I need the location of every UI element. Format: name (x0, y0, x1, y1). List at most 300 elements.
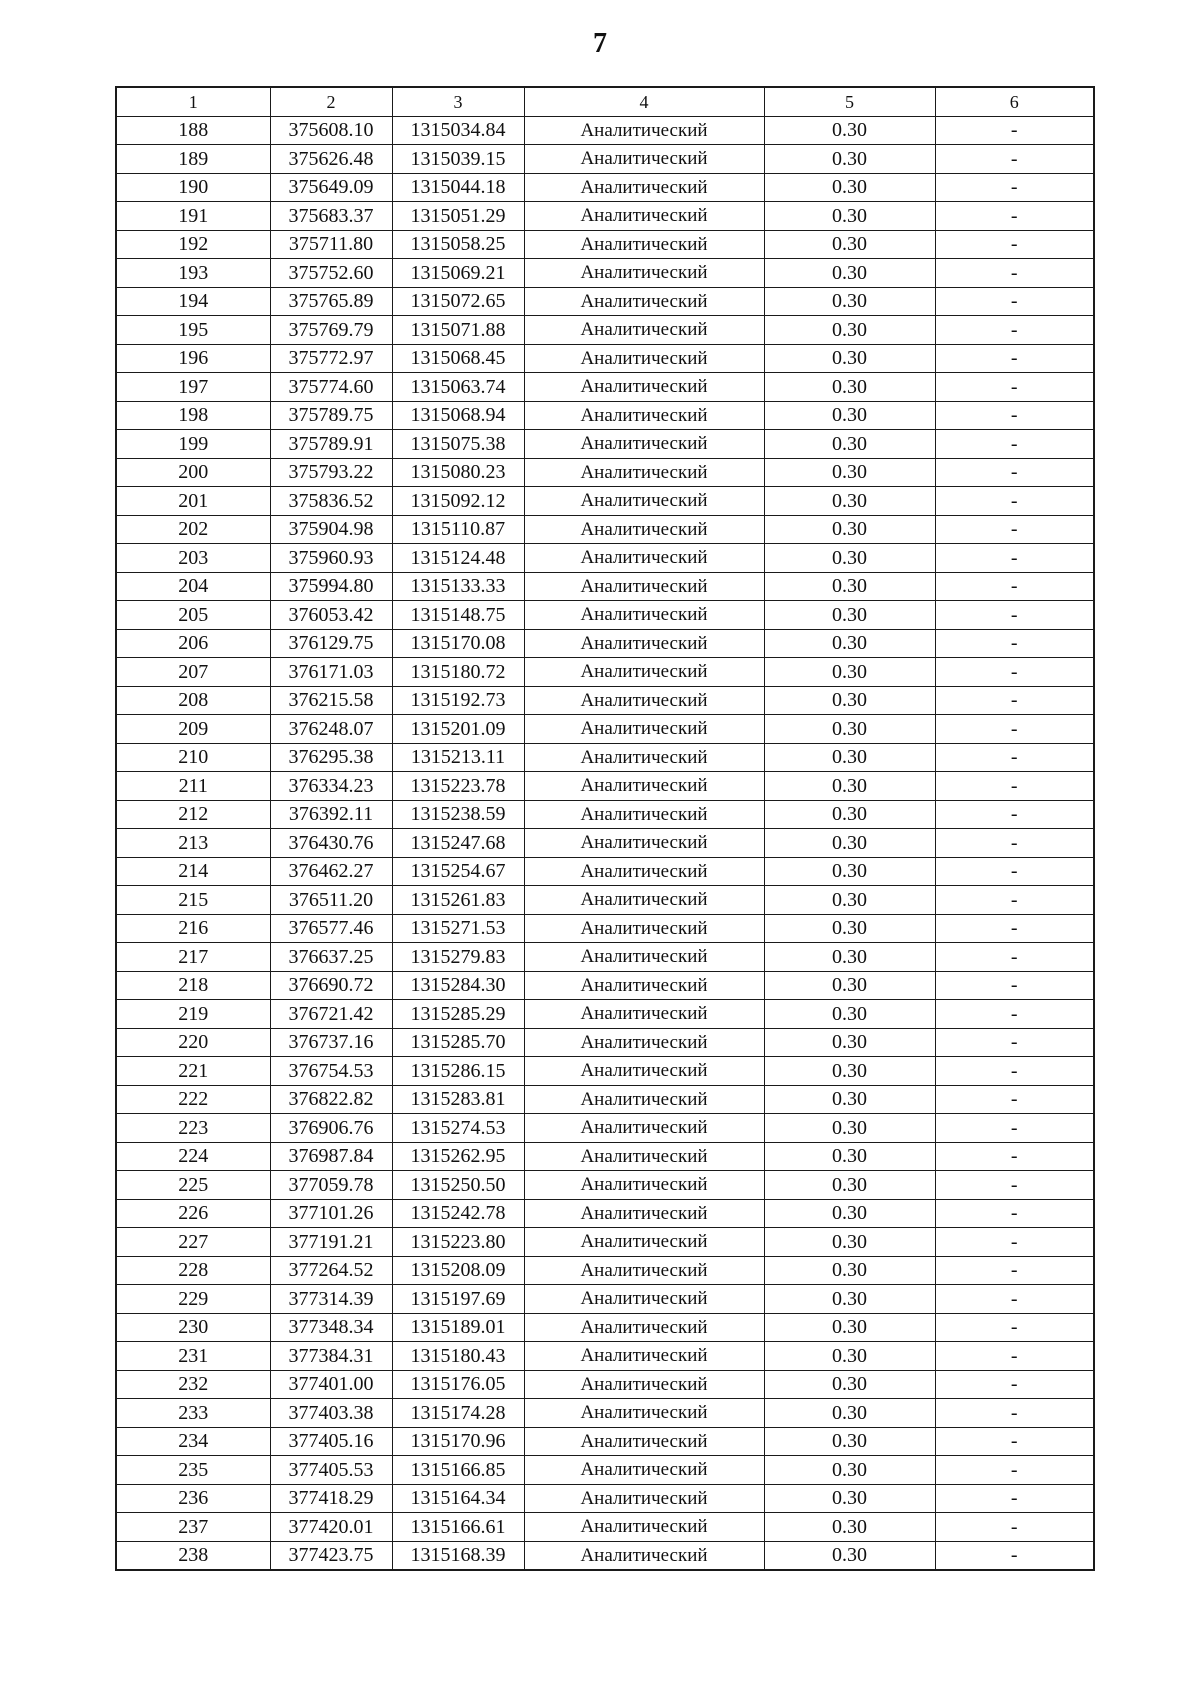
y-coordinate-cell: 1315063.74 (392, 373, 524, 402)
accuracy-cell: 0.30 (764, 401, 935, 430)
table-row (116, 1000, 1094, 1029)
point-number-cell: 199 (116, 430, 270, 459)
x-coordinate-cell: 375774.60 (270, 373, 392, 402)
table-row (116, 1342, 1094, 1371)
accuracy-cell: 0.30 (764, 344, 935, 373)
description-cell: - (935, 772, 1094, 801)
method-cell: Аналитический (524, 145, 764, 174)
table-row (116, 401, 1094, 430)
x-coordinate-cell: 375752.60 (270, 259, 392, 288)
y-coordinate-cell: 1315192.73 (392, 686, 524, 715)
x-coordinate-cell: 377405.53 (270, 1456, 392, 1485)
table-row (116, 1199, 1094, 1228)
method-cell: Аналитический (524, 316, 764, 345)
method-cell: Аналитический (524, 1484, 764, 1513)
x-coordinate-cell: 376721.42 (270, 1000, 392, 1029)
y-coordinate-cell: 1315068.94 (392, 401, 524, 430)
point-number-cell: 189 (116, 145, 270, 174)
table-row (116, 1399, 1094, 1428)
accuracy-cell: 0.30 (764, 1228, 935, 1257)
accuracy-cell: 0.30 (764, 487, 935, 516)
table-row (116, 686, 1094, 715)
method-cell: Аналитический (524, 1114, 764, 1143)
x-coordinate-cell: 375772.97 (270, 344, 392, 373)
y-coordinate-cell: 1315180.43 (392, 1342, 524, 1371)
y-coordinate-cell: 1315180.72 (392, 658, 524, 687)
y-coordinate-cell: 1315208.09 (392, 1256, 524, 1285)
description-cell: - (935, 373, 1094, 402)
x-coordinate-cell: 377191.21 (270, 1228, 392, 1257)
method-cell: Аналитический (524, 1228, 764, 1257)
accuracy-cell: 0.30 (764, 1057, 935, 1086)
x-coordinate-cell: 376215.58 (270, 686, 392, 715)
y-coordinate-cell: 1315223.80 (392, 1228, 524, 1257)
x-coordinate-cell: 375711.80 (270, 230, 392, 259)
method-cell: Аналитический (524, 259, 764, 288)
description-cell: - (935, 1057, 1094, 1086)
method-cell: Аналитический (524, 430, 764, 459)
table-row (116, 629, 1094, 658)
accuracy-cell: 0.30 (764, 173, 935, 202)
x-coordinate-cell: 377420.01 (270, 1513, 392, 1542)
method-cell: Аналитический (524, 1057, 764, 1086)
description-cell: - (935, 230, 1094, 259)
method-cell: Аналитический (524, 1256, 764, 1285)
table-row (116, 202, 1094, 231)
point-number-cell: 230 (116, 1313, 270, 1342)
x-coordinate-cell: 376577.46 (270, 914, 392, 943)
description-cell: - (935, 116, 1094, 145)
point-number-cell: 237 (116, 1513, 270, 1542)
x-coordinate-cell: 375836.52 (270, 487, 392, 516)
x-coordinate-cell: 376248.07 (270, 715, 392, 744)
method-cell: Аналитический (524, 287, 764, 316)
x-coordinate-cell: 377401.00 (270, 1370, 392, 1399)
description-cell: - (935, 259, 1094, 288)
x-coordinate-cell: 375769.79 (270, 316, 392, 345)
point-number-cell: 236 (116, 1484, 270, 1513)
x-coordinate-cell: 377384.31 (270, 1342, 392, 1371)
y-coordinate-cell: 1315092.12 (392, 487, 524, 516)
x-coordinate-cell: 375765.89 (270, 287, 392, 316)
x-coordinate-cell: 376737.16 (270, 1028, 392, 1057)
accuracy-cell: 0.30 (764, 287, 935, 316)
description-cell: - (935, 515, 1094, 544)
description-cell: - (935, 1000, 1094, 1029)
x-coordinate-cell: 377423.75 (270, 1541, 392, 1570)
accuracy-cell: 0.30 (764, 1199, 935, 1228)
table-row (116, 857, 1094, 886)
description-cell: - (935, 487, 1094, 516)
x-coordinate-cell: 377314.39 (270, 1285, 392, 1314)
y-coordinate-cell: 1315285.29 (392, 1000, 524, 1029)
method-cell: Аналитический (524, 886, 764, 915)
table-row (116, 914, 1094, 943)
method-cell: Аналитический (524, 373, 764, 402)
description-cell: - (935, 601, 1094, 630)
method-cell: Аналитический (524, 1028, 764, 1057)
method-cell: Аналитический (524, 1513, 764, 1542)
y-coordinate-cell: 1315286.15 (392, 1057, 524, 1086)
y-coordinate-cell: 1315071.88 (392, 316, 524, 345)
x-coordinate-cell: 377348.34 (270, 1313, 392, 1342)
y-coordinate-cell: 1315223.78 (392, 772, 524, 801)
y-coordinate-cell: 1315124.48 (392, 544, 524, 573)
accuracy-cell: 0.30 (764, 230, 935, 259)
accuracy-cell: 0.30 (764, 145, 935, 174)
method-cell: Аналитический (524, 173, 764, 202)
method-cell: Аналитический (524, 658, 764, 687)
description-cell: - (935, 1199, 1094, 1228)
column-header-5: 5 (764, 87, 935, 116)
y-coordinate-cell: 1315075.38 (392, 430, 524, 459)
accuracy-cell: 0.30 (764, 373, 935, 402)
table-row (116, 316, 1094, 345)
description-cell: - (935, 1370, 1094, 1399)
method-cell: Аналитический (524, 1456, 764, 1485)
accuracy-cell: 0.30 (764, 1541, 935, 1570)
method-cell: Аналитический (524, 1085, 764, 1114)
description-cell: - (935, 1313, 1094, 1342)
y-coordinate-cell: 1315247.68 (392, 829, 524, 858)
table-row (116, 1057, 1094, 1086)
table-row (116, 1513, 1094, 1542)
description-cell: - (935, 202, 1094, 231)
description-cell: - (935, 1541, 1094, 1570)
method-cell: Аналитический (524, 715, 764, 744)
table-row (116, 1484, 1094, 1513)
point-number-cell: 197 (116, 373, 270, 402)
point-number-cell: 203 (116, 544, 270, 573)
method-cell: Аналитический (524, 943, 764, 972)
point-number-cell: 198 (116, 401, 270, 430)
description-cell: - (935, 1342, 1094, 1371)
point-number-cell: 219 (116, 1000, 270, 1029)
point-number-cell: 212 (116, 800, 270, 829)
x-coordinate-cell: 376053.42 (270, 601, 392, 630)
column-header-4: 4 (524, 87, 764, 116)
table-row (116, 544, 1094, 573)
method-cell: Аналитический (524, 401, 764, 430)
x-coordinate-cell: 375608.10 (270, 116, 392, 145)
x-coordinate-cell: 375904.98 (270, 515, 392, 544)
y-coordinate-cell: 1315284.30 (392, 971, 524, 1000)
description-cell: - (935, 316, 1094, 345)
method-cell: Аналитический (524, 601, 764, 630)
method-cell: Аналитический (524, 202, 764, 231)
x-coordinate-cell: 376334.23 (270, 772, 392, 801)
description-cell: - (935, 629, 1094, 658)
point-number-cell: 235 (116, 1456, 270, 1485)
table-row (116, 230, 1094, 259)
y-coordinate-cell: 1315201.09 (392, 715, 524, 744)
accuracy-cell: 0.30 (764, 1142, 935, 1171)
point-number-cell: 204 (116, 572, 270, 601)
accuracy-cell: 0.30 (764, 1085, 935, 1114)
y-coordinate-cell: 1315189.01 (392, 1313, 524, 1342)
description-cell: - (935, 1085, 1094, 1114)
table-row (116, 1028, 1094, 1057)
method-cell: Аналитический (524, 344, 764, 373)
table-row (116, 1313, 1094, 1342)
y-coordinate-cell: 1315271.53 (392, 914, 524, 943)
accuracy-cell: 0.30 (764, 1342, 935, 1371)
table-row (116, 658, 1094, 687)
y-coordinate-cell: 1315254.67 (392, 857, 524, 886)
method-cell: Аналитический (524, 800, 764, 829)
point-number-cell: 208 (116, 686, 270, 715)
x-coordinate-cell: 377418.29 (270, 1484, 392, 1513)
x-coordinate-cell: 376987.84 (270, 1142, 392, 1171)
accuracy-cell: 0.30 (764, 914, 935, 943)
y-coordinate-cell: 1315262.95 (392, 1142, 524, 1171)
description-cell: - (935, 1484, 1094, 1513)
table-row (116, 116, 1094, 145)
method-cell: Аналитический (524, 116, 764, 145)
x-coordinate-cell: 375649.09 (270, 173, 392, 202)
description-cell: - (935, 344, 1094, 373)
y-coordinate-cell: 1315238.59 (392, 800, 524, 829)
accuracy-cell: 0.30 (764, 886, 935, 915)
y-coordinate-cell: 1315044.18 (392, 173, 524, 202)
description-cell: - (935, 971, 1094, 1000)
x-coordinate-cell: 375960.93 (270, 544, 392, 573)
column-header-3: 3 (392, 87, 524, 116)
y-coordinate-cell: 1315283.81 (392, 1085, 524, 1114)
x-coordinate-cell: 376637.25 (270, 943, 392, 972)
x-coordinate-cell: 376822.82 (270, 1085, 392, 1114)
x-coordinate-cell: 375789.75 (270, 401, 392, 430)
method-cell: Аналитический (524, 1171, 764, 1200)
accuracy-cell: 0.30 (764, 116, 935, 145)
accuracy-cell: 0.30 (764, 1456, 935, 1485)
description-cell: - (935, 857, 1094, 886)
x-coordinate-cell: 377059.78 (270, 1171, 392, 1200)
x-coordinate-cell: 375683.37 (270, 202, 392, 231)
description-cell: - (935, 173, 1094, 202)
table-row (116, 1285, 1094, 1314)
method-cell: Аналитический (524, 971, 764, 1000)
table-row (116, 458, 1094, 487)
x-coordinate-cell: 376295.38 (270, 743, 392, 772)
point-number-cell: 224 (116, 1142, 270, 1171)
table-row (116, 1171, 1094, 1200)
point-number-cell: 192 (116, 230, 270, 259)
point-number-cell: 215 (116, 886, 270, 915)
accuracy-cell: 0.30 (764, 658, 935, 687)
method-cell: Аналитический (524, 1370, 764, 1399)
table-row (116, 886, 1094, 915)
table-row (116, 430, 1094, 459)
table-row (116, 829, 1094, 858)
accuracy-cell: 0.30 (764, 1000, 935, 1029)
y-coordinate-cell: 1315274.53 (392, 1114, 524, 1143)
y-coordinate-cell: 1315261.83 (392, 886, 524, 915)
table-row (116, 601, 1094, 630)
description-cell: - (935, 401, 1094, 430)
point-number-cell: 227 (116, 1228, 270, 1257)
description-cell: - (935, 658, 1094, 687)
description-cell: - (935, 1285, 1094, 1314)
table-row (116, 344, 1094, 373)
description-cell: - (935, 430, 1094, 459)
method-cell: Аналитический (524, 914, 764, 943)
description-cell: - (935, 686, 1094, 715)
accuracy-cell: 0.30 (764, 430, 935, 459)
accuracy-cell: 0.30 (764, 1370, 935, 1399)
y-coordinate-cell: 1315133.33 (392, 572, 524, 601)
description-cell: - (935, 1427, 1094, 1456)
description-cell: - (935, 544, 1094, 573)
description-cell: - (935, 1399, 1094, 1428)
accuracy-cell: 0.30 (764, 1285, 935, 1314)
x-coordinate-cell: 376690.72 (270, 971, 392, 1000)
description-cell: - (935, 458, 1094, 487)
table-row (116, 1114, 1094, 1143)
point-number-cell: 195 (116, 316, 270, 345)
x-coordinate-cell: 377403.38 (270, 1399, 392, 1428)
y-coordinate-cell: 1315170.08 (392, 629, 524, 658)
y-coordinate-cell: 1315166.61 (392, 1513, 524, 1542)
table-row (116, 943, 1094, 972)
description-cell: - (935, 572, 1094, 601)
accuracy-cell: 0.30 (764, 943, 935, 972)
point-number-cell: 202 (116, 515, 270, 544)
method-cell: Аналитический (524, 743, 764, 772)
table-row (116, 515, 1094, 544)
y-coordinate-cell: 1315051.29 (392, 202, 524, 231)
point-number-cell: 232 (116, 1370, 270, 1399)
accuracy-cell: 0.30 (764, 743, 935, 772)
point-number-cell: 213 (116, 829, 270, 858)
y-coordinate-cell: 1315213.11 (392, 743, 524, 772)
accuracy-cell: 0.30 (764, 1313, 935, 1342)
x-coordinate-cell: 376754.53 (270, 1057, 392, 1086)
point-number-cell: 211 (116, 772, 270, 801)
table-body (116, 116, 1094, 1570)
x-coordinate-cell: 377101.26 (270, 1199, 392, 1228)
point-number-cell: 231 (116, 1342, 270, 1371)
coordinates-table-wrapper (115, 86, 1093, 1571)
accuracy-cell: 0.30 (764, 515, 935, 544)
column-header-1: 1 (116, 87, 270, 116)
table-row (116, 145, 1094, 174)
method-cell: Аналитический (524, 458, 764, 487)
table-row (116, 1456, 1094, 1485)
accuracy-cell: 0.30 (764, 1427, 935, 1456)
description-cell: - (935, 1171, 1094, 1200)
point-number-cell: 229 (116, 1285, 270, 1314)
y-coordinate-cell: 1315176.05 (392, 1370, 524, 1399)
accuracy-cell: 0.30 (764, 458, 935, 487)
accuracy-cell: 0.30 (764, 1399, 935, 1428)
y-coordinate-cell: 1315068.45 (392, 344, 524, 373)
method-cell: Аналитический (524, 1142, 764, 1171)
point-number-cell: 223 (116, 1114, 270, 1143)
point-number-cell: 206 (116, 629, 270, 658)
x-coordinate-cell: 375626.48 (270, 145, 392, 174)
table-row (116, 487, 1094, 516)
point-number-cell: 214 (116, 857, 270, 886)
x-coordinate-cell: 376430.76 (270, 829, 392, 858)
x-coordinate-cell: 375793.22 (270, 458, 392, 487)
method-cell: Аналитический (524, 230, 764, 259)
point-number-cell: 191 (116, 202, 270, 231)
y-coordinate-cell: 1315148.75 (392, 601, 524, 630)
table-row (116, 1085, 1094, 1114)
table-row (116, 173, 1094, 202)
method-cell: Аналитический (524, 1313, 764, 1342)
table-row (116, 1541, 1094, 1570)
y-coordinate-cell: 1315170.96 (392, 1427, 524, 1456)
accuracy-cell: 0.30 (764, 259, 935, 288)
method-cell: Аналитический (524, 515, 764, 544)
accuracy-cell: 0.30 (764, 544, 935, 573)
method-cell: Аналитический (524, 1199, 764, 1228)
y-coordinate-cell: 1315164.34 (392, 1484, 524, 1513)
accuracy-cell: 0.30 (764, 1256, 935, 1285)
table-row (116, 1142, 1094, 1171)
table-header-row (116, 87, 1094, 116)
accuracy-cell: 0.30 (764, 715, 935, 744)
method-cell: Аналитический (524, 629, 764, 658)
y-coordinate-cell: 1315197.69 (392, 1285, 524, 1314)
accuracy-cell: 0.30 (764, 202, 935, 231)
column-header-6: 6 (935, 87, 1094, 116)
point-number-cell: 190 (116, 173, 270, 202)
y-coordinate-cell: 1315250.50 (392, 1171, 524, 1200)
x-coordinate-cell: 376392.11 (270, 800, 392, 829)
point-number-cell: 221 (116, 1057, 270, 1086)
method-cell: Аналитический (524, 544, 764, 573)
x-coordinate-cell: 377405.16 (270, 1427, 392, 1456)
accuracy-cell: 0.30 (764, 829, 935, 858)
description-cell: - (935, 829, 1094, 858)
y-coordinate-cell: 1315279.83 (392, 943, 524, 972)
point-number-cell: 238 (116, 1541, 270, 1570)
description-cell: - (935, 914, 1094, 943)
accuracy-cell: 0.30 (764, 629, 935, 658)
description-cell: - (935, 1513, 1094, 1542)
table-row (116, 800, 1094, 829)
description-cell: - (935, 145, 1094, 174)
page-number: 7 (593, 28, 607, 59)
method-cell: Аналитический (524, 829, 764, 858)
description-cell: - (935, 743, 1094, 772)
description-cell: - (935, 1114, 1094, 1143)
y-coordinate-cell: 1315168.39 (392, 1541, 524, 1570)
x-coordinate-cell: 376171.03 (270, 658, 392, 687)
accuracy-cell: 0.30 (764, 1171, 935, 1200)
accuracy-cell: 0.30 (764, 857, 935, 886)
method-cell: Аналитический (524, 1541, 764, 1570)
accuracy-cell: 0.30 (764, 1028, 935, 1057)
y-coordinate-cell: 1315242.78 (392, 1199, 524, 1228)
description-cell: - (935, 1228, 1094, 1257)
accuracy-cell: 0.30 (764, 316, 935, 345)
table-row (116, 971, 1094, 1000)
point-number-cell: 210 (116, 743, 270, 772)
point-number-cell: 216 (116, 914, 270, 943)
x-coordinate-cell: 376129.75 (270, 629, 392, 658)
y-coordinate-cell: 1315166.85 (392, 1456, 524, 1485)
method-cell: Аналитический (524, 857, 764, 886)
method-cell: Аналитический (524, 1399, 764, 1428)
table-row (116, 259, 1094, 288)
point-number-cell: 194 (116, 287, 270, 316)
point-number-cell: 201 (116, 487, 270, 516)
point-number-cell: 217 (116, 943, 270, 972)
